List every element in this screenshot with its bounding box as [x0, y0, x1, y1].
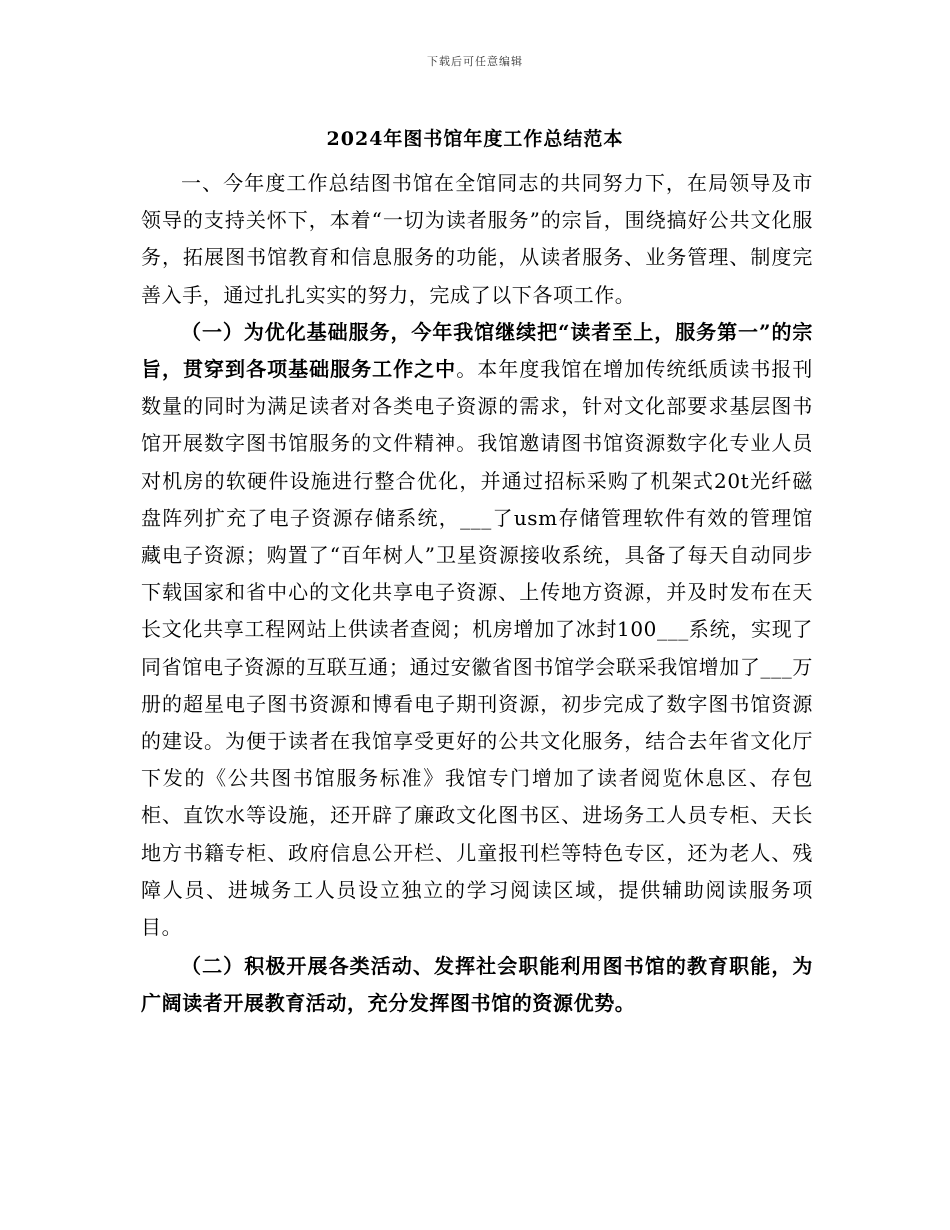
paragraph-2-text: 。本年度我馆在增加传统纸质读书报刊数量的同时为满足读者对各类电子资源的需求，针对文化部要求基层图书馆开展数字图书馆服务的文件精神。我馆邀请图书馆资源数字化专业人员对机房的软硬件设施进行整合优化，并通过招标采购了机架式20t光纤磁盘阵列扩充了电子资源存储系统，___了usm存储管理软件有效的管理馆藏电子资源；购置了“百年树人”卫星资源接收系统，具备了每天自动同步下载国家和省中心的文化共享电子资源、上传地方资源，并及时发布在天长文化共享工程网站上供读者查阅；机房增加了冰封100___系统，实现了同省馆电子资源的互联互通；通过安徽省图书馆学会联采我馆增加了___万册的超星电子图书资源和博看电子期刊资源，初步完成了数字图书馆资源的建设。为便于读者在我馆享受更好的公共文化服务，结合去年省文化厅下发的《公共图书馆服务标准》我馆专门增加了读者阅览休息区、存包柜、直饮水等设施，还开辟了廉政文化图书区、进场务工人员专柜、天长地方书籍专柜、政府信息公开栏、儿童报刊栏等特色专区，还为老人、残障人员、进城务工人员设立独立的学习阅读区域，提供辅助阅读服务项目。 [141, 357, 814, 940]
paragraph-3-heading: （二）积极开展各类活动、发挥社会职能利用图书馆的教育职能，为广阔读者开展教育活动，充分发挥图书馆的资源优势。 [141, 954, 813, 1016]
paragraph-1: 一、今年度工作总结图书馆在全馆同志的共同努力下，在局领导及市领导的支持关怀下，本着“一切为读者服务”的宗旨，围绕搞好公共文化服务，拓展图书馆教育和信息服务的功能，从读者服务、业务管理、制度完善入手，通过扎扎实实的努力，完成了以下各项工作。 [141, 171, 813, 307]
paragraph-2 [141, 314, 813, 946]
document-body [141, 165, 813, 1023]
paragraph-2-heading: （一）为优化基础服务，今年我馆继续把“读者至上，服务第一”的宗旨，贯穿到各项基础服务工作之中 [141, 319, 813, 382]
paragraph-3 [141, 948, 813, 1022]
document-title: 2024年图书馆年度工作总结范本 [326, 128, 624, 150]
header-note: 下载后可任意编辑 [427, 55, 523, 68]
